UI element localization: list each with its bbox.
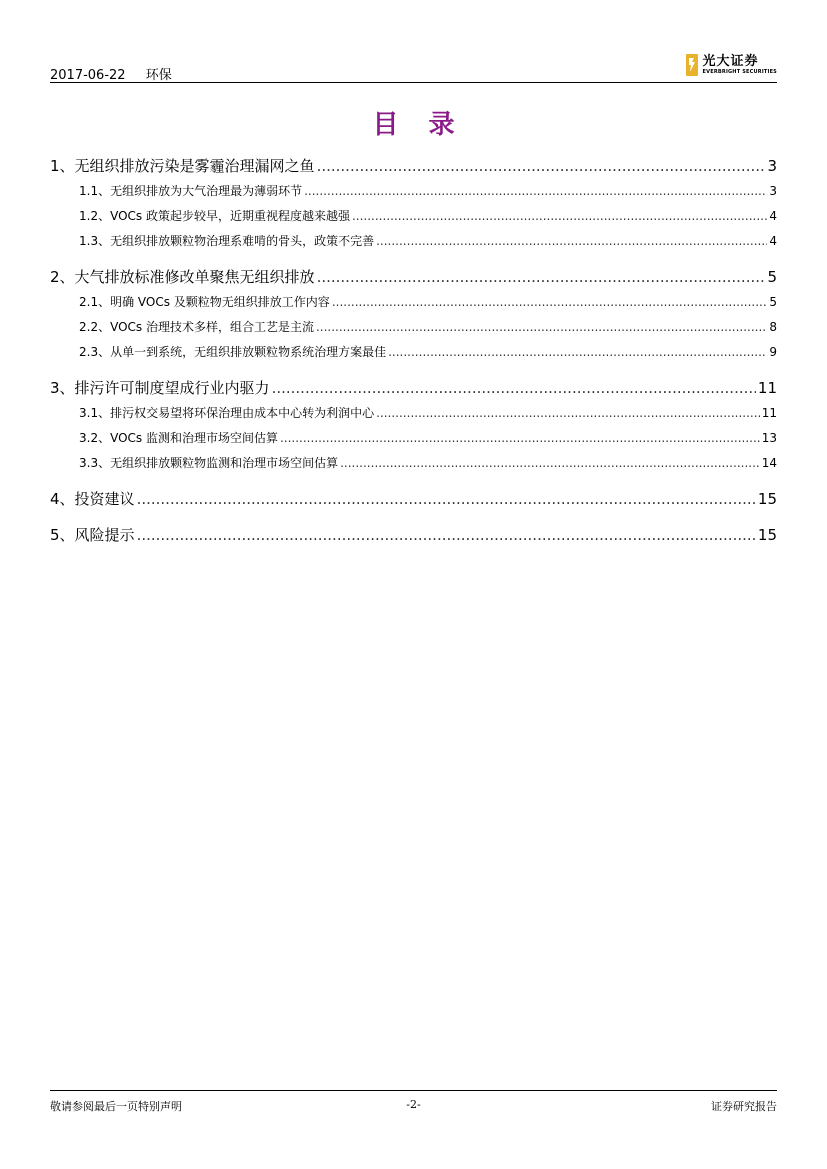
toc-leader xyxy=(304,179,767,204)
toc-leader xyxy=(332,290,768,315)
toc-page-number: 9 xyxy=(769,345,777,359)
toc-subsection[interactable] xyxy=(50,290,777,315)
toc-leader xyxy=(388,340,767,365)
toc-page-number: 13 xyxy=(761,431,777,445)
toc-subsection[interactable] xyxy=(50,451,777,476)
toc-leader xyxy=(316,315,767,340)
toc-heading: VOCs 治理技术多样，组合工艺是主流 xyxy=(110,320,314,334)
toc-page-number: 15 xyxy=(757,526,777,544)
toc-page-number: 5 xyxy=(767,268,777,286)
toc-number: 1.2、 xyxy=(79,209,111,223)
toc-number: 3.1、 xyxy=(79,406,111,420)
toc-page-number: 11 xyxy=(761,406,777,420)
logo-name-en: EVERBRIGHT SECURITIES xyxy=(702,68,777,75)
logo-name-cn: 光大证券 xyxy=(702,53,759,69)
toc-page-number: 3 xyxy=(767,157,777,175)
toc-section[interactable] xyxy=(50,376,777,401)
toc-number: 1.3、 xyxy=(79,234,111,248)
company-logo xyxy=(686,52,777,78)
toc-heading: VOCs 政策起步较早，近期重视程度越来越强 xyxy=(110,209,350,223)
toc-title: 目录 xyxy=(372,110,485,140)
toc-number: 4、 xyxy=(50,490,75,508)
toc-number: 1、 xyxy=(50,157,75,175)
toc-heading: 无组织排放颗粒物监测和治理市场空间估算 xyxy=(110,456,339,470)
toc-page-number: 4 xyxy=(769,209,777,223)
toc-section[interactable] xyxy=(50,487,777,512)
toc-subsection[interactable] xyxy=(50,426,777,451)
toc-heading: 风险提示 xyxy=(74,526,135,544)
toc-leader xyxy=(376,401,760,426)
toc-number: 2.1、 xyxy=(79,295,111,309)
toc-number: 3、 xyxy=(50,379,75,397)
toc-heading: 从单一到系统，无组织排放颗粒物系统治理方案最佳 xyxy=(110,345,387,359)
report-date: 2017-06-22 xyxy=(50,68,126,83)
toc-heading: 排污权交易望将环保治理由成本中心转为利润中心 xyxy=(110,406,375,420)
toc-number: 2、 xyxy=(50,268,75,286)
toc-page-number: 11 xyxy=(757,379,777,397)
toc-heading: 排污许可制度望成行业内驱力 xyxy=(74,379,270,397)
toc-heading: 大气排放标准修改单聚焦无组织排放 xyxy=(74,268,315,286)
toc-page-number: 3 xyxy=(769,184,777,198)
toc-heading: 明确 VOCs 及颗粒物无组织排放工作内容 xyxy=(110,295,330,309)
toc-leader xyxy=(340,451,760,476)
toc-leader xyxy=(317,265,766,290)
toc-heading: 投资建议 xyxy=(74,490,135,508)
toc-subsection[interactable] xyxy=(50,204,777,229)
toc-number: 3.3、 xyxy=(79,456,111,470)
toc-page-number: 5 xyxy=(769,295,777,309)
toc-leader xyxy=(137,523,756,548)
toc-heading: 无组织排放为大气治理最为薄弱环节 xyxy=(110,184,303,198)
toc-subsection[interactable] xyxy=(50,229,777,254)
toc-number: 1.1、 xyxy=(79,184,111,198)
toc-leader xyxy=(376,229,767,254)
toc-subsection[interactable] xyxy=(50,179,777,204)
toc-page-number: 8 xyxy=(769,320,777,334)
toc-subsection[interactable] xyxy=(50,340,777,365)
header-divider xyxy=(50,82,777,83)
toc-heading: 无组织排放颗粒物治理系难啃的骨头，政策不完善 xyxy=(110,234,375,248)
footer-divider xyxy=(50,1090,777,1091)
header-info xyxy=(50,64,188,83)
page-header xyxy=(50,52,777,82)
toc-leader xyxy=(272,376,756,401)
everbright-logo-icon xyxy=(686,54,698,76)
toc-leader xyxy=(352,204,767,229)
toc-leader xyxy=(317,154,766,179)
toc-leader xyxy=(137,487,756,512)
toc-section[interactable] xyxy=(50,265,777,290)
toc-page-number: 14 xyxy=(761,456,777,470)
toc-heading: 无组织排放污染是雾霾治理漏网之鱼 xyxy=(74,157,315,175)
toc-leader xyxy=(280,426,760,451)
toc-number: 2.3、 xyxy=(79,345,111,359)
toc-section[interactable] xyxy=(50,523,777,548)
footer-page-number: -2- xyxy=(406,1098,421,1111)
toc-number: 5、 xyxy=(50,526,75,544)
footer-doc-type: 证券研究报告 xyxy=(711,1100,777,1113)
report-sector: 环保 xyxy=(145,68,172,83)
toc-page-number: 15 xyxy=(757,490,777,508)
toc-page-number: 4 xyxy=(769,234,777,248)
footer-disclaimer: 敬请参阅最后一页特别声明 xyxy=(50,1100,182,1113)
toc-section[interactable] xyxy=(50,154,777,179)
toc-number: 2.2、 xyxy=(79,320,111,334)
toc-subsection[interactable] xyxy=(50,401,777,426)
table-of-contents xyxy=(50,154,777,548)
toc-heading: VOCs 监测和治理市场空间估算 xyxy=(110,431,278,445)
toc-number: 3.2、 xyxy=(79,431,111,445)
toc-subsection[interactable] xyxy=(50,315,777,340)
